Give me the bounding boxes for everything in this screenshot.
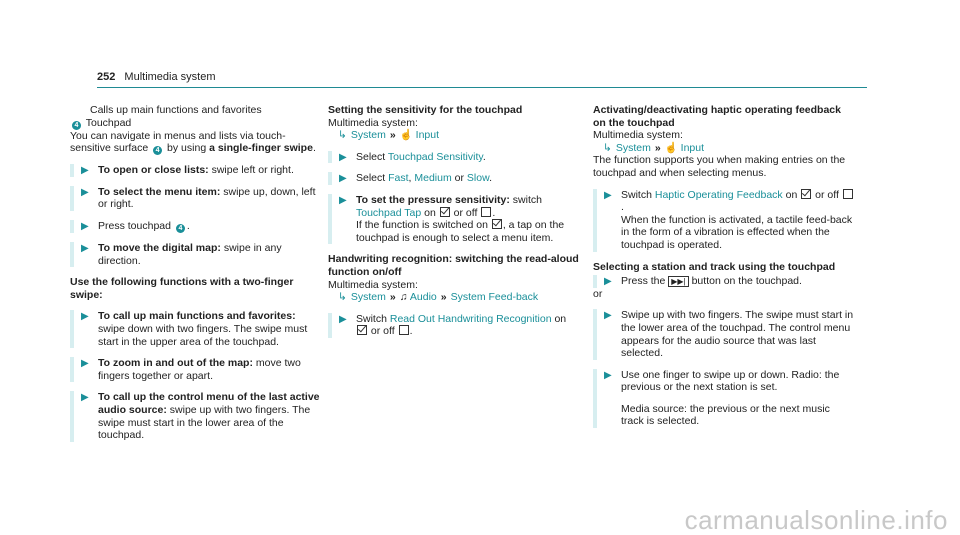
station-heading: Selecting a station and track using the touchpad [593, 260, 836, 273]
step-arrow-icon: ▶ [81, 220, 89, 232]
step: ▶ To set the pressure sensitivity: switch Touchpad Tap on or off . If the function is switched on , a tap on the touchpad is enough to select a menu item. [328, 194, 580, 244]
column-3 [593, 104, 855, 428]
path-arrow-icon: ↳ [603, 141, 612, 154]
two-finger-heading: Use the following functions with a two-finger swipe: [70, 276, 294, 301]
step: ▶ To call up the control menu of the last active audio source: swipe up with two fingers. The swipe must start in the lower area of the touchpad. [70, 391, 322, 441]
checkbox-off-icon [843, 189, 853, 199]
step: ▶ Swipe up with two fingers. The swipe must start in the lower area of the touchpad. The control menu appears for the audio source that was last selected. [593, 309, 855, 359]
page-header [97, 71, 216, 84]
step-arrow-icon: ▶ [81, 358, 89, 370]
step-arrow-icon: ▶ [339, 194, 347, 206]
step-arrow-icon: ▶ [81, 242, 89, 254]
callout-4-icon: 4 [72, 121, 81, 130]
checkbox-on-icon [357, 325, 367, 335]
step: ▶ To select the menu item: swipe up, down, left or right. [70, 186, 322, 211]
double-chevron-icon: » [440, 291, 447, 304]
step-arrow-icon: ▶ [81, 165, 89, 177]
step-arrow-icon: ▶ [81, 392, 89, 404]
checkbox-on-icon [440, 207, 450, 217]
checkbox-on-icon [801, 189, 811, 199]
double-chevron-icon: » [389, 291, 396, 304]
callout-4-icon: 4 [176, 224, 185, 233]
column-2 [328, 104, 580, 338]
step-arrow-icon: ▶ [604, 276, 612, 288]
intro-paragraph: You can navigate in menus and lists via touch-sensitive surface 4 by using a single-finger swipe. [70, 129, 316, 155]
path-arrow-icon: ↳ [338, 291, 347, 304]
touch-icon: ☝ [664, 141, 678, 154]
touch-icon: ☝ [399, 129, 413, 142]
multimedia-label: Multimedia system: [593, 129, 683, 142]
page-number: 252 [97, 71, 116, 83]
intro-line-2: 4 Touchpad [70, 117, 322, 130]
step-arrow-icon: ▶ [339, 313, 347, 325]
step: ▶ To call up main functions and favorites: swipe down with two fingers. The swipe must start in the upper area of the touchpad. [70, 310, 322, 348]
double-chevron-icon: » [389, 129, 396, 142]
section-title: Multimedia system [124, 71, 216, 83]
step: ▶ To zoom in and out of the map: move two fingers together or apart. [70, 357, 322, 382]
step-arrow-icon: ▶ [81, 311, 89, 323]
step-arrow-icon: ▶ [81, 186, 89, 198]
step: ▶ To move the digital map: swipe in any direction. [70, 242, 322, 267]
path-arrow-icon: ↳ [338, 129, 347, 142]
menu-path: ↳ System » ☝ Input [603, 141, 705, 154]
step-arrow-icon: ▶ [604, 369, 612, 381]
header-rule [97, 87, 867, 88]
haptic-description: The function supports you when making entries on the touchpad and when selecting menus. [593, 154, 846, 179]
step-arrow-icon: ▶ [604, 310, 612, 322]
step-arrow-icon: ▶ [604, 189, 612, 201]
haptic-heading: Activating/deactivating haptic operating feedback on the touchpad [593, 104, 841, 129]
multimedia-label: Multimedia system: [328, 116, 418, 129]
checkbox-on-icon [492, 219, 502, 229]
step: ▶ Switch Haptic Operating Feedback on or off . When the function is activated, a tactile feed-back in the form of a vibration is effected when the touchpad is operated. [593, 189, 855, 252]
step-arrow-icon: ▶ [339, 173, 347, 185]
multimedia-label: Multimedia system: [328, 278, 418, 291]
checkbox-off-icon [399, 325, 409, 335]
checkbox-off-icon [481, 207, 491, 217]
step: ▶ Switch Read Out Handwriting Recognition on or off . [328, 313, 580, 338]
step: ▶ To open or close lists: swipe left or right. [70, 164, 322, 177]
skip-forward-icon: ▶▶| [668, 276, 688, 287]
watermark: carmanualsonline.info [684, 505, 948, 535]
menu-path: ↳ System » ☝ Input [338, 129, 440, 142]
step: ▶ Select Touchpad Sensitivity. [328, 151, 580, 164]
callout-4-icon: 4 [153, 146, 162, 155]
step-arrow-icon: ▶ [339, 151, 347, 163]
step: ▶ Use one finger to swipe up or down. Radio: the previous or the next station is set. Media source: the previous or the next music track is selected. [593, 369, 855, 428]
double-chevron-icon: » [654, 141, 661, 154]
intro-line-1: Calls up main functions and favorites [90, 104, 262, 116]
step: ▶ Press the ▶▶| button on the touchpad. [593, 275, 855, 288]
menu-path: ↳ System » ♫ Audio » System Feed-back [338, 291, 539, 304]
or-label: or [593, 287, 603, 300]
sensitivity-heading: Setting the sensitivity for the touchpad [328, 104, 523, 116]
music-icon: ♫ [399, 291, 408, 304]
column-1 [70, 104, 322, 442]
step: ▶ Press touchpad 4 . [70, 220, 322, 233]
step: ▶ Select Fast, Medium or Slow. [328, 172, 580, 185]
handwriting-heading: Handwriting recognition: switching the read-aloud function on/off [328, 253, 579, 278]
